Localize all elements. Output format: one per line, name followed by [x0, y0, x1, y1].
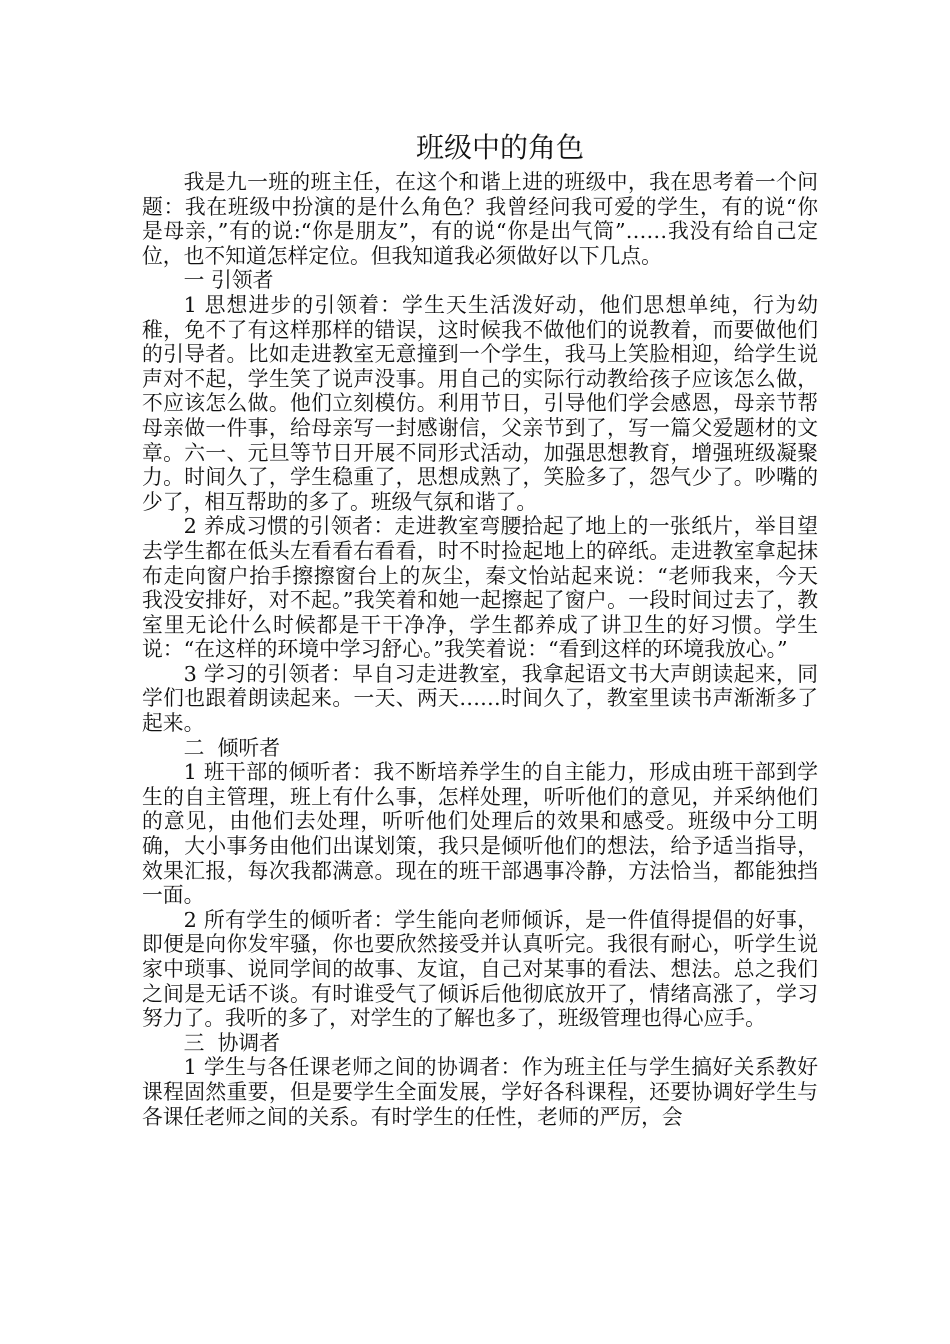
document-title: 班级中的角色 — [415, 131, 584, 164]
document-page — [142, 128, 818, 1129]
paragraph-2-1: 1 班干部的倾听者：我不断培养学生的自主能力，形成由班干部到学生的自主管理，班上有什么事，怎样处理，听听他们的意见，并采纳他们的意见，由他们去处理，听听他们处理后的效果和感受。班级中分工明确，大小事务由他们出谋划策，我只是倾听他们的想法，给予适当指导，效果汇报，每次我都满意。现在的班干部遇事冷静，方法恰当，都能独挡一面。 — [142, 760, 818, 908]
paragraph-1-3: 3 学习的引领者：早自习走进教室，我拿起语文书大声朗读起来，同学们也跟着朗读起来。一天、两天……时间久了，教室里读书声渐渐多了起来。 — [142, 661, 818, 736]
section-heading-3: 三 协调者 — [183, 1030, 281, 1055]
paragraph-3-1: 1 学生与各任课老师之间的协调者：作为班主任与学生搞好关系教好课程固然重要，但是要学生全面发展，学好各科课程，还要协调好学生与各课任老师之间的关系。有时学生的任性，老师的严厉，会 — [142, 1055, 818, 1129]
paragraph-1-2: 2 养成习惯的引领者：走进教室弯腰拾起了地上的一张纸片，举目望去学生都在低头左看看右看看，时不时捡起地上的碎纸。走进教室拿起抹布走向窗户抬手擦擦窗台上的灰尘，秦文怡站起来说：“老师我来，今天我没安排好，对不起。”我笑着和她一起擦起了窗户。一段时间过去了，教室里无论什么时候都是干干净净，学生都养成了讲卫生的好习惯。学生说：“在这样的环境中学习舒心。”我笑着说：“看到这样的环境我放心。” — [142, 514, 818, 662]
paragraph-1-1: 1 思想进步的引领着：学生天生活泼好动，他们思想单纯，行为幼稚，免不了有这样那样的错误，这时候我不做他们的说教着，而要做他们的引导者。比如走进教室无意撞到一个学生，我马上笑脸相迎，给学生说声对不起，学生笑了说声没事。用自己的实际行动教给孩子应该怎么做，不应该怎么做。他们立刻模仿。利用节日，引导他们学会感恩，母亲节帮母亲做一件事，给母亲写一封感谢信，父亲节到了，写一篇父爱题材的文章。六一、元旦等节日开展不同形式活动，加强思想教育，增强班级凝聚力。时间久了，学生稳重了，思想成熟了，笑脸多了，怨气少了。吵嘴的少了，相互帮助的多了。班级气氛和谐了。 — [142, 292, 818, 514]
paragraph-intro: 我是九一班的班主任，在这个和谐上进的班级中，我在思考着一个问题：我在班级中扮演的是什么角色？我曾经问我可爱的学生，有的说“你是母亲，”有的说:“你是朋友”，有的说“你是出气筒”……我没有给自己定位，也不知道怎样定位。但我知道我必须做好以下几点。 — [142, 170, 818, 268]
paragraph-2-2: 2 所有学生的倾听者：学生能向老师倾诉，是一件值得提倡的好事，即便是向你发牢骚，你也要欣然接受并认真听完。我很有耐心，听学生说家中琐事、说同学间的故事、友谊，自己对某事的看法、想法。总之我们之间是无话不谈。有时谁受气了倾诉后他彻底放开了，情绪高涨了，学习努力了。我听的多了，对学生的了解也多了，班级管理也得心应手。 — [142, 907, 818, 1031]
section-heading-1: 一 引领者 — [183, 268, 274, 293]
section-heading-2: 二 倾听者 — [183, 735, 281, 760]
